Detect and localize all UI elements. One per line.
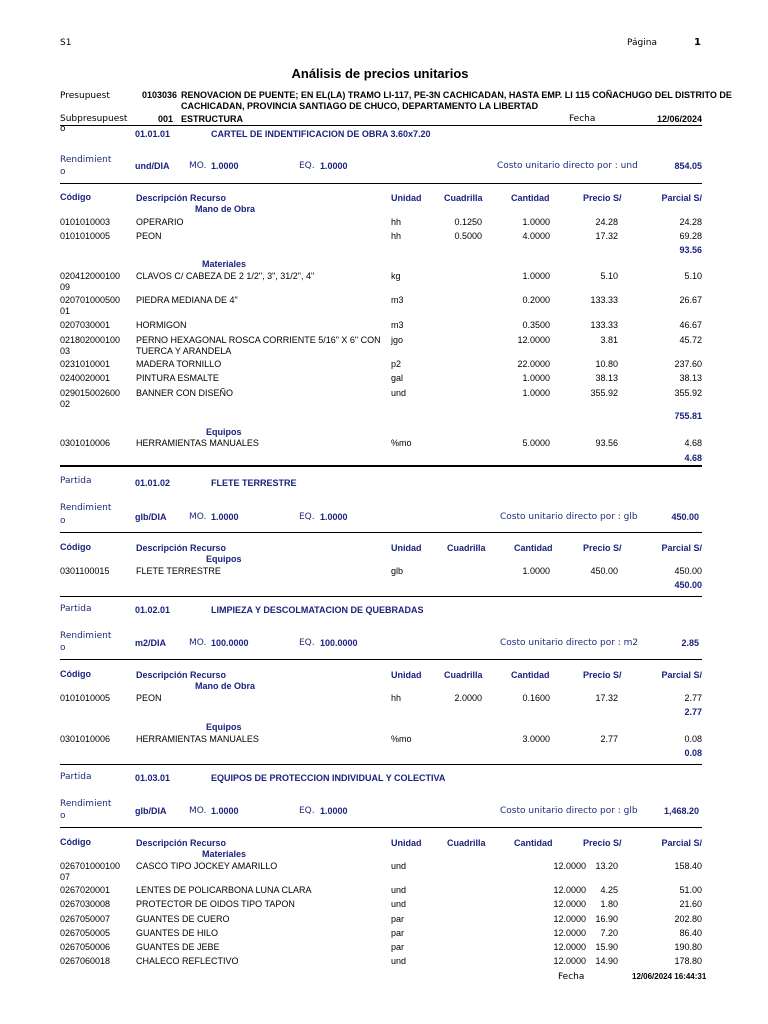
col-precio: Precio S/ [583, 838, 622, 848]
cell-cantidad: 4.0000 [522, 231, 550, 241]
col-parcial: Parcial S/ [661, 543, 702, 553]
col-cantidad: Cantidad [514, 838, 553, 848]
cell-precio: 10.80 [595, 359, 618, 369]
eq-label: EQ. [299, 161, 315, 171]
cell-codigo: 0267060018 [60, 956, 111, 966]
cell-codigo: 0101010005 [60, 693, 111, 703]
cell-codigo: 0267050006 [60, 942, 111, 952]
divider [60, 659, 702, 660]
cell-codigo-cont: 03 [60, 346, 71, 356]
cell-cantidad: 12.0000 [553, 861, 586, 871]
cell-cantidad: 0.3500 [522, 320, 550, 330]
group-materiales: Materiales [202, 259, 247, 269]
cell-unidad: m3 [391, 295, 404, 305]
cell-codigo-cont: 01 [60, 306, 71, 316]
col-cuadrilla: Cuadrilla [444, 670, 483, 680]
group-materiales: Materiales [202, 849, 247, 859]
section-divider [60, 764, 702, 765]
group-equipos: Equipos [206, 427, 242, 437]
cell-precio: 5.10 [600, 271, 618, 281]
cell-codigo: 0267050005 [60, 928, 111, 938]
cell-cantidad: 12.0000 [553, 942, 586, 952]
presupuesto-code: 0103036 [142, 90, 178, 100]
footer-fecha-value: 12/06/2024 16:44:31 [632, 972, 707, 981]
cell-parcial: 355.92 [674, 388, 702, 398]
divider [60, 183, 702, 184]
cell-descripcion: OPERARIO [136, 217, 184, 227]
cost-label: Costo unitario directo por : und [497, 161, 638, 171]
cell-descripcion: HERRAMIENTAS MANUALES [136, 438, 259, 448]
eq-value: 1.0000 [320, 161, 348, 171]
col-codigo: Código [60, 669, 91, 679]
mo-value: 100.0000 [211, 638, 249, 648]
group-equipos: Equipos [206, 554, 242, 564]
cell-parcial: 237.60 [674, 359, 702, 369]
subtotal-mano-de-obra: 93.56 [679, 245, 702, 255]
cell-unidad: und [391, 388, 407, 398]
rendimiento-label-2: o [60, 516, 66, 526]
cell-precio: 7.20 [600, 928, 618, 938]
partida-label: Partida [60, 476, 92, 486]
cell-unidad: gal [391, 373, 404, 383]
cell-descripcion: PIEDRA MEDIANA DE 4" [136, 295, 238, 305]
partida-code: 01.01.01 [135, 129, 171, 139]
cell-cuadrilla: 0.5000 [454, 231, 482, 241]
cell-cantidad: 12.0000 [517, 335, 550, 345]
col-cantidad: Cantidad [511, 193, 550, 203]
cell-unidad: und [391, 885, 407, 895]
divider [60, 532, 702, 533]
rendimiento-unit: glb/DIA [135, 512, 167, 522]
presupuesto-desc-line1: RENOVACION DE PUENTE; EN EL(LA) TRAMO LI-117, PE-3N CACHICADAN, HASTA EMP. LI 115 COÑACHUGO DEL DISTRITO DE [181, 90, 732, 100]
cell-unidad: hh [391, 231, 402, 241]
cell-precio: 355.92 [590, 388, 618, 398]
cost-value: 854.05 [674, 161, 702, 171]
cell-precio: 3.81 [600, 335, 618, 345]
rendimiento-label: Rendimient [60, 799, 112, 809]
cell-unidad: kg [391, 271, 401, 281]
cost-label: Costo unitario directo por : m2 [500, 638, 639, 648]
cell-precio: 13.20 [595, 861, 618, 871]
rendimiento-unit: glb/DIA [135, 806, 167, 816]
cell-descripcion: FLETE TERRESTRE [136, 566, 221, 576]
mo-value: 1.0000 [211, 161, 239, 171]
cell-descripcion: PROTECTOR DE OIDOS TIPO TAPON [136, 899, 295, 909]
eq-value: 1.0000 [320, 806, 348, 816]
partida-name: CARTEL DE INDENTIFICACION DE OBRA 3.60x7.20 [211, 129, 431, 139]
cell-parcial: 69.28 [679, 231, 702, 241]
partida-name: EQUIPOS DE PROTECCION INDIVIDUAL Y COLECTIVA [211, 773, 446, 783]
cell-codigo: 026701000100 [60, 861, 121, 871]
cell-precio: 450.00 [590, 566, 618, 576]
eq-label: EQ. [299, 806, 315, 816]
cell-cuadrilla: 0.1250 [454, 217, 482, 227]
mo-value: 1.0000 [211, 512, 239, 522]
cell-descripcion: PERNO HEXAGONAL ROSCA CORRIENTE 5/16" X 6" CON [136, 335, 381, 345]
cost-value: 450.00 [671, 512, 699, 522]
cell-cantidad: 12.0000 [553, 928, 586, 938]
col-cuadrilla: Cuadrilla [447, 543, 486, 553]
cell-descripcion: MADERA TORNILLO [136, 359, 222, 369]
cell-precio: 93.56 [595, 438, 618, 448]
cell-codigo: 0267050007 [60, 914, 111, 924]
cell-codigo: 0267020001 [60, 885, 111, 895]
col-codigo: Código [60, 192, 91, 202]
cell-codigo: 029015002600 [60, 388, 121, 398]
cell-codigo: 0267030008 [60, 899, 111, 909]
cell-codigo: 021802000100 [60, 335, 121, 345]
cell-descripcion: HERRAMIENTAS MANUALES [136, 734, 259, 744]
cell-codigo: 0301010006 [60, 734, 111, 744]
col-descripcion: Descripción Recurso [136, 838, 227, 848]
report-id: S1 [60, 38, 72, 48]
cell-precio: 15.90 [595, 942, 618, 952]
cell-unidad: par [391, 942, 405, 952]
divider [60, 125, 702, 126]
page-title: Análisis de precios unitarios [291, 66, 469, 81]
cell-cantidad: 1.0000 [522, 217, 550, 227]
rendimiento-label: Rendimient [60, 631, 112, 641]
cell-descripcion: BANNER CON DISEÑO [136, 388, 234, 398]
cell-parcial: 21.60 [679, 899, 702, 909]
fecha-label: Fecha [569, 114, 596, 124]
cell-unidad: hh [391, 217, 402, 227]
cell-precio: 24.28 [595, 217, 618, 227]
cell-codigo: 0101010003 [60, 217, 111, 227]
partida-code: 01.02.01 [135, 605, 171, 615]
cell-descripcion: CHALECO REFLECTIVO [136, 956, 239, 966]
cell-codigo: 020412000100 [60, 271, 121, 281]
cell-cantidad: 1.0000 [522, 566, 550, 576]
rendimiento-label: Rendimient [60, 503, 112, 513]
mo-label: MO. [189, 638, 207, 648]
cost-value: 1,468.20 [663, 806, 699, 816]
cell-cantidad: 1.0000 [522, 271, 550, 281]
partida-name: LIMPIEZA Y DESCOLMATACION DE QUEBRADAS [211, 605, 424, 615]
col-parcial: Parcial S/ [661, 838, 702, 848]
cell-unidad: %mo [391, 438, 412, 448]
mo-label: MO. [189, 512, 207, 522]
eq-value: 1.0000 [320, 512, 348, 522]
cell-descripcion: GUANTES DE CUERO [136, 914, 230, 924]
cell-cantidad: 1.0000 [522, 373, 550, 383]
cell-precio: 2.77 [600, 734, 618, 744]
col-descripcion: Descripción Recurso [136, 543, 227, 553]
group-equipos: Equipos [206, 722, 242, 732]
rendimiento-label-2: o [60, 643, 66, 653]
partida-code: 01.01.02 [135, 478, 171, 488]
presupuesto-label: Presupuest [60, 91, 110, 101]
cell-precio: 133.33 [590, 320, 618, 330]
cell-parcial: 5.10 [684, 271, 702, 281]
eq-label: EQ. [299, 638, 315, 648]
mo-label: MO. [189, 161, 207, 171]
cell-codigo: 0101010005 [60, 231, 111, 241]
cell-precio: 4.25 [600, 885, 618, 895]
cell-cantidad: 1.0000 [522, 388, 550, 398]
cell-unidad: par [391, 914, 405, 924]
eq-value: 100.0000 [320, 638, 358, 648]
cell-precio: 16.90 [595, 914, 618, 924]
cell-codigo: 020701000500 [60, 295, 121, 305]
cell-parcial: 45.72 [679, 335, 702, 345]
cell-parcial: 450.00 [674, 566, 702, 576]
section-divider [60, 465, 702, 467]
cell-cantidad: 22.0000 [517, 359, 550, 369]
cell-precio: 14.90 [595, 956, 618, 966]
cell-precio: 17.32 [595, 693, 618, 703]
cell-codigo-cont: 07 [60, 872, 71, 882]
col-descripcion: Descripción Recurso [136, 670, 227, 680]
subpresupuesto-label: Subpresupuest [60, 114, 128, 124]
cell-unidad: p2 [391, 359, 402, 369]
cell-cantidad: 3.0000 [522, 734, 550, 744]
col-precio: Precio S/ [583, 670, 622, 680]
cost-label: Costo unitario directo por : glb [500, 512, 638, 522]
col-unidad: Unidad [391, 193, 422, 203]
col-parcial: Parcial S/ [661, 193, 702, 203]
col-precio: Precio S/ [583, 193, 622, 203]
subtotal-mano-de-obra: 2.77 [684, 707, 702, 717]
group-mano-de-obra: Mano de Obra [195, 204, 256, 214]
partida-label: o [60, 124, 66, 134]
subtotal-equipos: 450.00 [674, 580, 702, 590]
page-number: 1 [694, 37, 701, 48]
cell-unidad: und [391, 899, 407, 909]
cell-parcial: 2.77 [684, 693, 702, 703]
cell-descripcion: LENTES DE POLICARBONA LUNA CLARA [136, 885, 312, 895]
rendimiento-unit: und/DIA [135, 161, 170, 171]
col-codigo: Código [60, 837, 91, 847]
cell-unidad: und [391, 861, 407, 871]
cell-unidad: glb [391, 566, 404, 576]
cell-descripcion: PEON [136, 231, 162, 241]
rendimiento-label: Rendimient [60, 155, 112, 165]
cell-unidad: m3 [391, 320, 404, 330]
col-precio: Precio S/ [583, 543, 622, 553]
cell-unidad: par [391, 928, 405, 938]
cell-codigo-cont: 09 [60, 282, 71, 292]
cost-value: 2.85 [681, 638, 699, 648]
cell-cantidad: 12.0000 [553, 885, 586, 895]
cell-cantidad: 5.0000 [522, 438, 550, 448]
subpresupuesto-name: ESTRUCTURA [181, 114, 243, 124]
section-divider [60, 596, 702, 597]
fecha-value: 12/06/2024 [657, 114, 703, 124]
col-cuadrilla: Cuadrilla [447, 838, 486, 848]
cell-parcial: 46.67 [679, 320, 702, 330]
cell-descripcion: GUANTES DE JEBE [136, 942, 220, 952]
col-codigo: Código [60, 542, 91, 552]
subtotal-materiales: 755.81 [674, 411, 702, 421]
rendimiento-label-2: o [60, 811, 66, 821]
subtotal-equipos: 4.68 [684, 453, 702, 463]
cell-precio: 38.13 [595, 373, 618, 383]
col-unidad: Unidad [391, 838, 422, 848]
cell-unidad: und [391, 956, 407, 966]
col-parcial: Parcial S/ [661, 670, 702, 680]
cell-parcial: 190.80 [674, 942, 702, 952]
cell-descripcion: PINTURA ESMALTE [136, 373, 219, 383]
col-cuadrilla: Cuadrilla [444, 193, 483, 203]
cell-parcial: 202.80 [674, 914, 702, 924]
cell-parcial: 24.28 [679, 217, 702, 227]
cell-unidad: jgo [391, 335, 404, 345]
col-cantidad: Cantidad [514, 543, 553, 553]
cell-unidad: %mo [391, 734, 412, 744]
cell-cantidad: 12.0000 [553, 914, 586, 924]
rendimiento-unit: m2/DIA [135, 638, 167, 648]
cell-precio: 1.80 [600, 899, 618, 909]
partida-code: 01.03.01 [135, 773, 171, 783]
mo-label: MO. [189, 806, 207, 816]
cell-parcial: 38.13 [679, 373, 702, 383]
cell-precio: 133.33 [590, 295, 618, 305]
cell-parcial: 26.67 [679, 295, 702, 305]
divider [60, 827, 702, 828]
col-cantidad: Cantidad [511, 670, 550, 680]
cell-codigo-cont: 02 [60, 399, 71, 409]
cell-descripcion: CLAVOS C/ CABEZA DE 2 1/2", 3", 31/2", 4" [136, 271, 315, 281]
page-label: Página [627, 38, 657, 48]
partida-label: Partida [60, 604, 92, 614]
cell-parcial: 51.00 [679, 885, 702, 895]
cell-cantidad: 12.0000 [553, 899, 586, 909]
cost-label: Costo unitario directo por : glb [500, 806, 638, 816]
cell-cuadrilla: 2.0000 [454, 693, 482, 703]
cell-parcial: 4.68 [684, 438, 702, 448]
cell-parcial: 158.40 [674, 861, 702, 871]
mo-value: 1.0000 [211, 806, 239, 816]
cell-precio: 17.32 [595, 231, 618, 241]
cell-parcial: 86.40 [679, 928, 702, 938]
cell-codigo: 0240020001 [60, 373, 111, 383]
presupuesto-desc-line2: CACHICADAN, PROVINCIA SANTIAGO DE CHUCO, DEPARTAMENTO LA LIBERTAD [181, 101, 539, 111]
cell-descripcion: GUANTES DE HILO [136, 928, 219, 938]
footer-fecha-label: Fecha [558, 972, 585, 982]
group-mano-de-obra: Mano de Obra [195, 681, 256, 691]
partida-label: Partida [60, 772, 92, 782]
subtotal-equipos: 0.08 [684, 748, 702, 758]
col-descripcion: Descripción Recurso [136, 193, 227, 203]
cell-codigo: 0231010001 [60, 359, 111, 369]
col-unidad: Unidad [391, 543, 422, 553]
col-unidad: Unidad [391, 670, 422, 680]
cell-codigo: 0207030001 [60, 320, 111, 330]
cell-descripcion: PEON [136, 693, 162, 703]
cell-cantidad: 0.2000 [522, 295, 550, 305]
cell-descripcion: HORMIGON [136, 320, 187, 330]
cell-parcial: 178.80 [674, 956, 702, 966]
cell-parcial: 0.08 [684, 734, 702, 744]
cell-descripcion: CASCO TIPO JOCKEY AMARILLO [136, 861, 278, 871]
cell-unidad: hh [391, 693, 402, 703]
cell-codigo: 0301010006 [60, 438, 111, 448]
subpresupuesto-code: 001 [158, 114, 174, 124]
rendimiento-label-2: o [60, 167, 66, 177]
cell-cantidad: 12.0000 [553, 956, 586, 966]
partida-name: FLETE TERRESTRE [211, 478, 297, 488]
eq-label: EQ. [299, 512, 315, 522]
cell-codigo: 0301100015 [60, 566, 110, 576]
cell-descripcion-cont: TUERCA Y ARANDELA [136, 346, 232, 356]
cell-cantidad: 0.1600 [522, 693, 550, 703]
